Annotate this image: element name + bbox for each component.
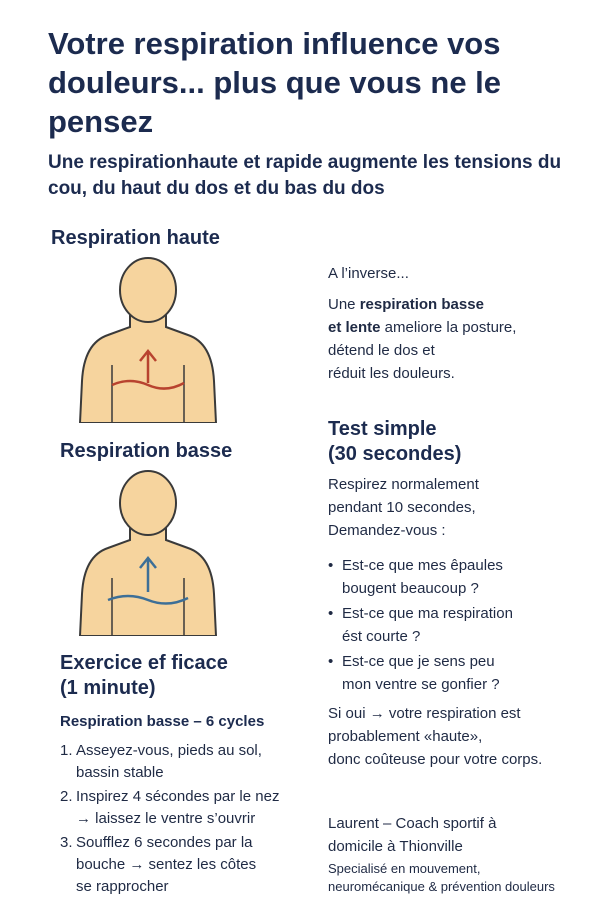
exercise-step: 2. Inspirez 4 sécondes par le nez → laissez le ventre s’ouvrir bbox=[60, 788, 280, 827]
test-intro: Respirez normalement bbox=[328, 476, 479, 493]
test-question: • Est-ce que ma respiration ést courte ? bbox=[328, 602, 590, 648]
exercise-steps bbox=[60, 740, 310, 898]
test-intro: pendant 10 secondes, bbox=[328, 499, 476, 516]
author-block bbox=[328, 812, 590, 896]
exercise-heading-line1: Exercice ef ficace bbox=[60, 652, 228, 674]
inverse-section bbox=[328, 262, 588, 385]
author-specialty: Specialisé en mouvement, bbox=[328, 861, 481, 876]
inverse-line3: détend le dos et bbox=[328, 342, 435, 359]
inverse-line2: et lente ameliore la posture, bbox=[328, 319, 517, 336]
test-conclusion: donc coûteuse pour votre corps. bbox=[328, 751, 543, 768]
page-subtitle: Une respirationhaute et rapide augmente les tensions du cou, du haut du dos et du bas du dos bbox=[48, 152, 562, 199]
test-intro: Demandez-vous : bbox=[328, 522, 446, 539]
test-conclusion: probablement «haute», bbox=[328, 728, 483, 745]
test-question: • Est-ce que mes êpaules bougent beaucoup ? bbox=[328, 554, 590, 600]
inverse-line4: réduit les douleurs. bbox=[328, 365, 455, 382]
author-location: domicile à Thionville bbox=[328, 838, 463, 855]
test-conclusion: Si oui → votre respiration est bbox=[328, 705, 521, 722]
exercise-step: 1. Asseyez-vous, pieds au sol, bassin stable bbox=[60, 742, 262, 781]
exercise-step: 3. Soufflez 6 secondes par la bouche → sentez les côtes se rapprocher bbox=[60, 834, 257, 895]
high-breathing-label: Respiration haute bbox=[51, 227, 220, 249]
test-section bbox=[328, 417, 590, 771]
test-heading-line1: Test simple bbox=[328, 418, 437, 440]
test-questions bbox=[328, 554, 590, 696]
torso-illustration-low bbox=[80, 471, 216, 636]
author-name: Laurent – Coach sportif à bbox=[328, 815, 497, 832]
test-heading-line2: (30 secondes) bbox=[328, 443, 462, 465]
exercise-heading-line2: (1 minute) bbox=[60, 677, 156, 699]
low-breathing-label: Respiration basse bbox=[60, 440, 233, 462]
high-breathing-figure bbox=[78, 255, 218, 423]
inverse-line1: Une respiration basse bbox=[328, 296, 484, 313]
exercise-section bbox=[60, 651, 310, 900]
torso-illustration-high bbox=[80, 258, 216, 423]
test-question: • Est-ce que je sens peu mon ventre se gonfier ? bbox=[328, 650, 590, 696]
low-breathing-figure bbox=[78, 468, 218, 636]
author-specialty: neuromécanique & prévention douleurs bbox=[328, 879, 555, 894]
exercise-subheading: Respiration basse – 6 cycles bbox=[60, 713, 265, 730]
inverse-lead: A l’inverse... bbox=[328, 265, 409, 282]
page-title: Votre respiration influence vos douleurs... plus que vous ne le pensez bbox=[48, 26, 502, 139]
